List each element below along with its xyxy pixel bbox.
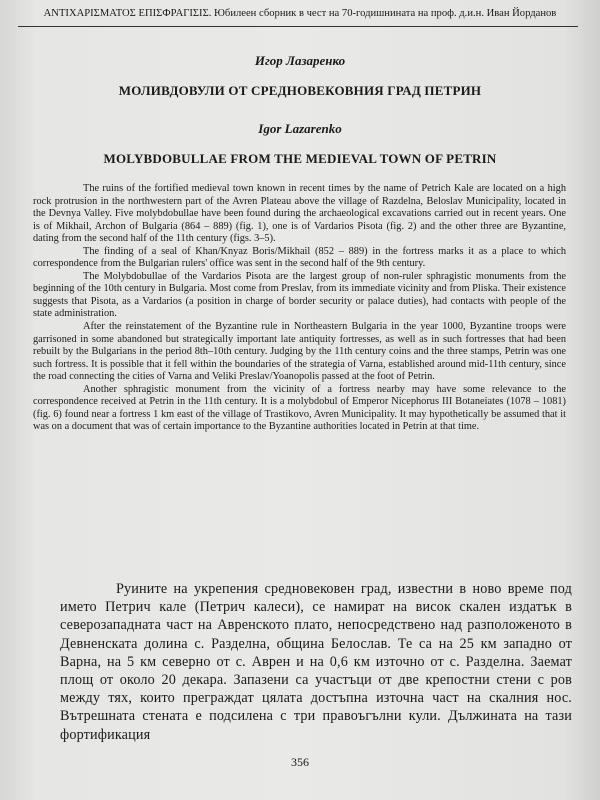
bulgarian-paragraph: Руините на укрепения средновековен град, известни в ново време под името Петрич кале (Петрич калеси), се намират на висок скален издатък в северозападната част на Авренското плато, непосредствено над разположеното в Девненската долина с. Разделна, община Белослав. Те са на 25 км западно от Варна, на 5 км северно от с. Аврен и на 0,6 км източно от с. Разделна. Заемат площ от около 20 декара. Запазени са участъци от две крепостни стени с ров между тях, които преграждат цялата достъпна източна част на скалния нос. Вътрешната стената е подсилена с три правоъгълни кули. Дължината на тази фортификация <box>60 581 572 743</box>
english-paragraph: After the reinstatement of the Byzantine rule in Northeastern Bulgaria in the year 1000, Byzantine troops were garrisoned in some abandoned but strategically important late antiquity fortresses, as well as in such fortresses that had been rebuilt by the Bulgarians in the period 8th–10th century. Judging by the 11th century coins and the three stamps, Petrin was one such fortress. It is possible that it fell within the boundaries of the strategia of Varna, established around mid-11th century, since the road connecting the cities of Varna and Veliki Preslav/Yoanopolis passed at the foot of Petrin. <box>33 321 566 383</box>
english-paragraph: Another sphragistic monument from the vicinity of a fortress nearby may have some relevance to the correspondence received at Petrin in the 11th century. It is a molybdobul of Emperor Nicephorus III Botaneiates (1078 – 1081) (fig. 6) found near a fortress 1 km east of the village of Trastikovo, Avren Municipality. It may hypothetically be assumed that it was on a document that was of certain importance to the Byzantine authorities located in Petrin at that time. <box>33 383 566 433</box>
english-summary <box>33 183 566 434</box>
bulgarian-main-text <box>60 580 572 744</box>
header-rule <box>18 26 578 27</box>
running-header: ANTIXAPIΣMATOΣ EΠIΣФPAГIΣIΣ. Юбилеен сборник в чест на 70-годишнината на проф. д.и.н. Иван Йорданов <box>43 8 557 19</box>
author-name-english: Igor Lazarenko <box>258 121 342 136</box>
title-english: MOLYBDOBULLAE FROM THE MEDIEVAL TOWN OF PETRIN <box>103 151 497 166</box>
english-paragraph: The Molybdobullae of the Vardarios Pisota are the largest group of non-ruler sphragistic monuments from the beginning of the 10th century in Bulgaria. Most come from Preslav, from its immediate vicinity and from Pliska. Their existence suggests that Pisota, as a Vardarios (a position in charge of border security or palace duties), had contacts with people of the state administration. <box>33 270 566 320</box>
english-paragraph: The finding of a seal of Khan/Knyaz Boris/Mikhail (852 – 889) in the fortress marks it as a place to which correspondence from the Bulgarian rulers' office was sent in the second half of the 9th century. <box>33 245 566 270</box>
author-name-bulgarian: Игор Лазаренко <box>254 53 346 68</box>
english-paragraph: The ruins of the fortified medieval town known in recent times by the name of Petrich Kale are located on a high rock protrusion in the northwestern part of the Avren Plateau above the village of Razdelna, Beloslav Municipality, located in the Devnya Valley. Five molybdobullae have been found during the archaeological excavations carried out in recent years. One is of Mikhail, Archon of Bulgaria (864 – 889) (fig. 1), one is of Vardarios Pisota (fig. 2) and the other three are Byzantine, dating from the second half of the 11th century (figs. 3–5). <box>33 183 566 245</box>
page-number: 356 <box>291 755 309 769</box>
title-bulgarian: МОЛИВДОВУЛИ ОТ СРЕДНОВЕКОВНИЯ ГРАД ПЕТРИН <box>118 83 482 98</box>
